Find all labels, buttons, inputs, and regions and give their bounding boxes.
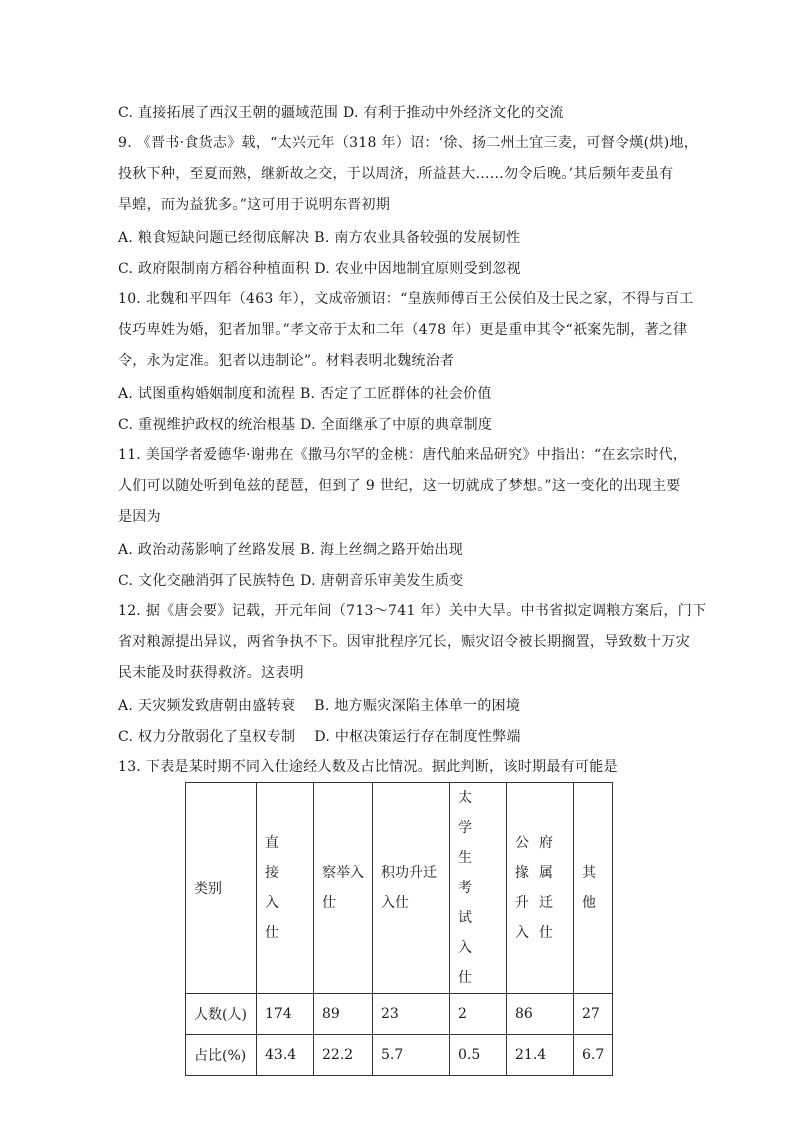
question-12-line-2: 省对粮源提出异议，两省争执不下。因审批程序冗长，赈灾诏令被长期搁置，导致数十万灾 (118, 634, 690, 650)
entry-path-table (185, 782, 613, 1076)
question-12-option-cd: C. 权力分散弱化了皇权专制 D. 中枢决策运行存在制度性弊端 (118, 729, 521, 745)
question-12-line-1: 12. 据《唐会要》记载，开元年间（713～741 年）关中大旱。中书省拟定调粮方案后，门下 (118, 603, 707, 619)
header-other: 其他 (574, 783, 613, 994)
table-header-row (186, 783, 613, 994)
table-cell: 22.2 (314, 1035, 373, 1076)
question-11-line-1: 11. 美国学者爱德华·谢弗在《撒马尔罕的金桃：唐代舶来品研究》中指出：“在玄宗时代， (118, 447, 688, 463)
table-cell: 人数(人) (186, 994, 257, 1035)
table-cell: 0.5 (450, 1035, 507, 1076)
question-9-option-cd: C. 政府限制南方稻谷种植面积 D. 农业中因地制宜原则受到忽视 (118, 261, 521, 277)
table-cell: 23 (373, 994, 450, 1035)
question-9-line-1: 9. 《晋书·食货志》载，“太兴元年（318 年）诏：‘徐、扬二州土宜三麦，可督令熯(烘)地， (118, 135, 699, 151)
table-cell: 6.7 (574, 1035, 613, 1076)
header-direct: 直接入仕 (257, 783, 314, 994)
question-10-option-ab: A. 试图重构婚姻制度和流程 B. 否定了工匠群体的社会价值 (118, 386, 492, 402)
header-taixue: 太学生考试入仕 (450, 783, 507, 994)
question-11-line-2: 人们可以随处听到龟兹的琵琶，但到了 9 世纪，这一切就成了梦想。”这一变化的出现主要 (118, 478, 681, 494)
table-cell: 89 (314, 994, 373, 1035)
question-11-option-ab: A. 政治动荡影响了丝路发展 B. 海上丝绸之路开始出现 (118, 542, 464, 558)
table-row (186, 994, 613, 1035)
question-12-line-3: 民未能及时获得救济。这表明 (118, 665, 304, 681)
table-cell: 5.7 (373, 1035, 450, 1076)
header-category: 类别 (186, 783, 257, 994)
header-recommendation: 察举入仕 (314, 783, 373, 994)
table-cell: 占比(%) (186, 1035, 257, 1076)
table-cell: 21.4 (507, 1035, 574, 1076)
question-11-line-3: 是因为 (118, 509, 161, 525)
table-cell: 86 (507, 994, 574, 1035)
question-9-option-ab: A. 粮食短缺问题已经彻底解决 B. 南方农业具备较强的发展韧性 (118, 230, 521, 246)
question-12-option-ab: A. 天灾频发致唐朝由盛转衰 B. 地方赈灾深陷主体单一的困境 (118, 698, 521, 714)
table-cell: 174 (257, 994, 314, 1035)
header-merit: 积功升迁入仕 (373, 783, 450, 994)
question-11-option-cd: C. 文化交融消弭了民族特色 D. 唐朝音乐审美发生质变 (118, 573, 464, 589)
question-9-line-3: 旱蝗，而为益犹多。”这可用于说明东晋初期 (118, 197, 391, 213)
option-line-8cd: C. 直接拓展了西汉王朝的疆域范围 D. 有利于推动中外经济文化的交流 (118, 105, 564, 121)
question-10-line-1: 10. 北魏和平四年（463 年），文成帝颁诏：“皇族师傅百王公侯伯及士民之家，不得与百工 (118, 291, 694, 307)
question-10-line-2: 伎巧卑姓为婚，犯者加罪。”孝文帝于太和二年（478 年）更是重申其令“祇案先制，著之律 (118, 322, 688, 338)
table-cell: 27 (574, 994, 613, 1035)
question-10-option-cd: C. 重视维护政权的统治根基 D. 全面继承了中原的典章制度 (118, 417, 493, 433)
header-gongfu: 公府掾属升迁入仕 (507, 783, 574, 994)
question-9-line-2: 投秋下种，至夏而熟，继新故之交，于以周济，所益甚大……勿令后晚。’其后频年麦虽有 (118, 166, 674, 182)
table-row (186, 1035, 613, 1076)
table-cell: 2 (450, 994, 507, 1035)
table-cell: 43.4 (257, 1035, 314, 1076)
question-10-line-3: 令，永为定准。犯者以违制论”。材料表明北魏统治者 (118, 353, 455, 369)
question-13-stem: 13. 下表是某时期不同入仕途经人数及占比情况。据此判断，该时期最有可能是 (118, 759, 618, 775)
